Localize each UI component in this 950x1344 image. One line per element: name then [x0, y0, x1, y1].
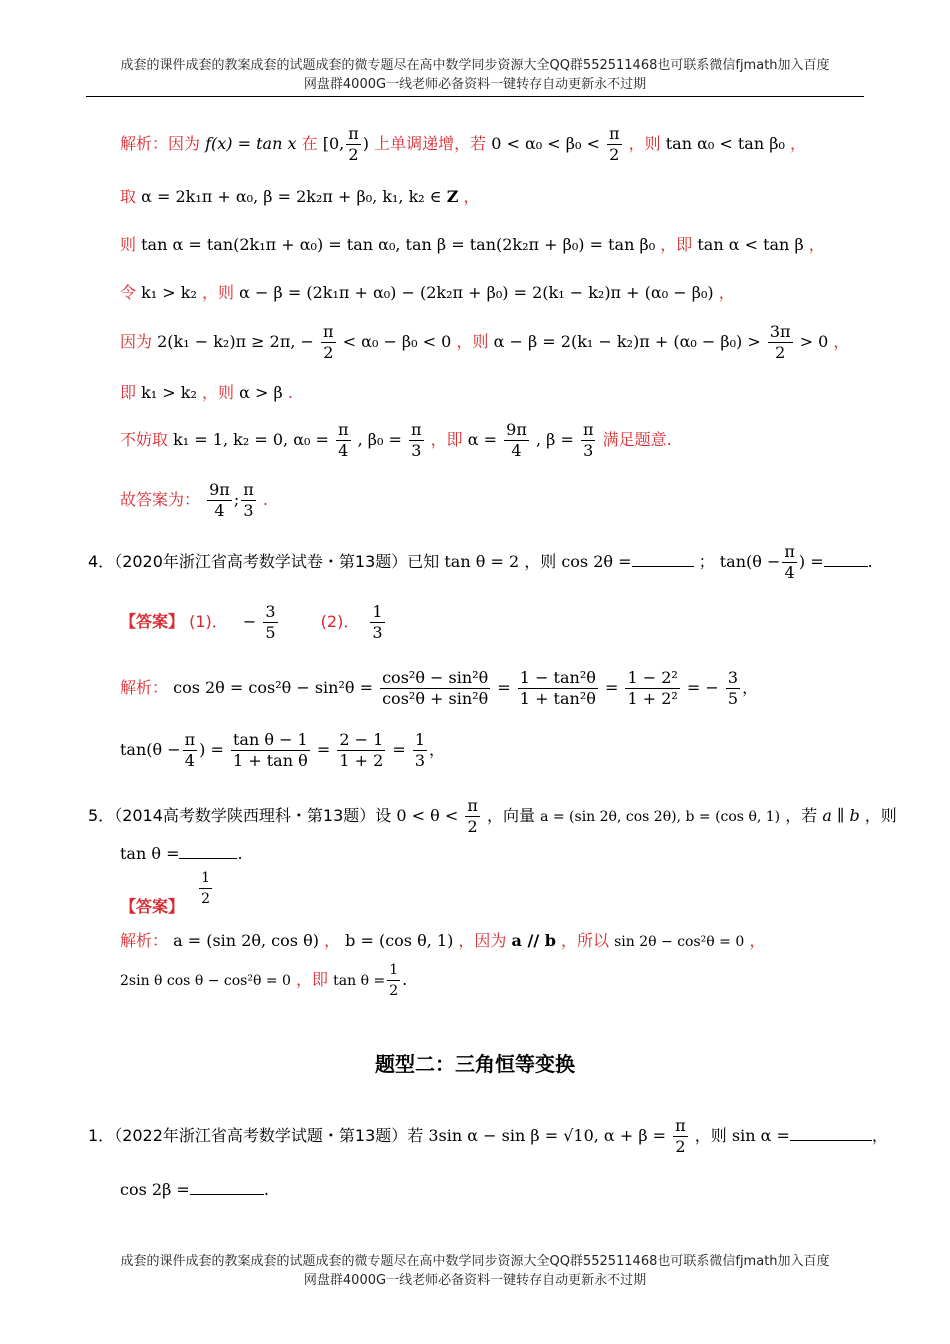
- sol3-l6-cond: k₁ > k₂: [141, 383, 197, 402]
- q4-sol2-f1: [231, 730, 310, 771]
- q1-comma: ，: [871, 1126, 888, 1145]
- frac-den: 2: [201, 891, 211, 907]
- q5-parallel: a ∥ b: [822, 806, 860, 825]
- q4-sol2-pi4: [183, 730, 198, 771]
- q1-end: .: [263, 1180, 269, 1199]
- q1-blank-2[interactable]: [190, 1180, 264, 1195]
- q5-ans-frac: [199, 868, 212, 909]
- q5-sol-eq3: tan θ =: [333, 973, 386, 989]
- frac-den: 1 + 2: [339, 751, 384, 770]
- sol3-l1-mid: 上单调递增，若: [374, 134, 487, 153]
- q4-sol1-f2: [518, 668, 598, 709]
- q4-semicolon: ；: [698, 552, 715, 571]
- frac-num: 1 − 2²: [627, 668, 678, 687]
- frac-num: π: [582, 420, 594, 439]
- q4-sol2-f2: [337, 730, 385, 771]
- q4-ans2-frac: [370, 602, 384, 643]
- q4-number: 4．: [88, 552, 115, 571]
- q4-cos-expr: cos 2θ =: [561, 552, 632, 571]
- eq-sign: =: [392, 740, 406, 759]
- q1-expr: 3sin α − sin β = √10, α + β =: [428, 1126, 667, 1145]
- sol3-l6-mid: ，则: [202, 383, 235, 402]
- sol3-l4-end: ，: [718, 283, 735, 302]
- q4-given: tan θ = 2: [444, 552, 520, 571]
- sol3-l5-expr3: α − β = 2(k₁ − k₂)π + (α₀ − β₀) >: [493, 332, 761, 351]
- q4-ans1-frac: [263, 602, 277, 643]
- sol3-l2-prefix: 取: [120, 187, 137, 206]
- sol3-l1-in: 在: [301, 134, 318, 153]
- frac-num: 3π: [769, 322, 791, 341]
- frac-num: π: [184, 730, 196, 749]
- q4-sol1-f1: [380, 668, 490, 709]
- sol3-l3-mid: ，即: [660, 235, 693, 254]
- sol3-l5-mid: ，则: [456, 332, 489, 351]
- sol3-l2-expr: α = 2k₁π + α₀, β = 2k₂π + β₀, k₁, k₂ ∈: [141, 187, 447, 206]
- q4-then: ，则: [524, 552, 557, 571]
- eq-sign: =: [316, 740, 331, 759]
- q4-answer: [120, 602, 387, 643]
- sol3-l7-expr: k₁ = 1, k₂ = 0, α₀ =: [173, 430, 329, 449]
- sol3-l7-end: 满足题意.: [602, 430, 672, 449]
- sol3-l3-end: ，: [808, 235, 825, 254]
- frac-den: 3: [583, 441, 594, 460]
- q4-solution-line1: [120, 668, 758, 709]
- frac-num: π: [609, 124, 620, 143]
- frac-den: 3: [372, 623, 383, 642]
- frac-num: 2 − 1: [339, 730, 384, 749]
- q5-sol-comma: ，: [324, 931, 341, 950]
- sol3-l7-b0: , β₀ =: [357, 430, 402, 449]
- sol3-line7: [120, 420, 672, 461]
- q5-answer: [120, 868, 214, 917]
- footer-line-2: 网盘群4000G一线老师必备资料一键转存自动更新永不过期: [303, 1273, 647, 1288]
- frac-num: 9π: [209, 480, 230, 499]
- sol3-l2-end: ，: [463, 187, 480, 206]
- q5-vectors: a = (sin 2θ, cos 2θ), b = (cos θ, 1): [540, 809, 781, 825]
- q1-number: 1．: [88, 1126, 115, 1145]
- q5-sol-end: .: [402, 970, 408, 989]
- sol3-l1-frac: [607, 124, 622, 165]
- frac-den: cos²θ + sin²θ: [382, 689, 489, 708]
- q4-solution-line2: [120, 730, 445, 771]
- sol3-line6: [120, 380, 293, 403]
- frac-den: 2: [675, 1137, 686, 1156]
- q5-blank[interactable]: [179, 844, 237, 859]
- q5-solution-line2: [120, 960, 407, 1001]
- q4-sol1-end: ，: [742, 678, 759, 697]
- paren-eq: ) =: [199, 740, 224, 759]
- section-title: 题型二：三角恒等变换: [375, 1052, 575, 1076]
- sol3-l3-result: tan α < tan β: [697, 235, 804, 254]
- q4-tan-expr: tan(θ −: [719, 552, 781, 571]
- page-header: [86, 56, 864, 97]
- sol3-l5-frac2: [768, 322, 793, 363]
- q5-answer-label: 【答案】: [120, 897, 185, 916]
- sol3-l2-z: Z: [446, 187, 459, 206]
- header-line-1: 成套的课件成套的教案成套的试题成套的微专题尽在高中数学同步资源大全QQ群552511468也可联系微信fjmath加入百度: [120, 58, 830, 73]
- q5-sol-res: [387, 960, 400, 1001]
- sol3-l4-cond: k₁ > k₂: [141, 283, 197, 302]
- frac-num: π: [411, 420, 422, 439]
- frac-den: 4: [184, 751, 195, 770]
- q5-end: .: [237, 844, 243, 863]
- sol3-l5-frac1: [321, 322, 336, 363]
- sol3-l6-result: α > β: [239, 383, 283, 402]
- sol3-l7-alpha-frac: [504, 420, 529, 461]
- q5-sol-because: ，因为: [458, 931, 507, 950]
- q5-sol-b: b = (cos θ, 1): [345, 931, 454, 950]
- q1-sin-expr: sin α =: [731, 1126, 790, 1145]
- q1-cos-expr: cos 2β =: [120, 1180, 190, 1199]
- q4-sol-prefix: 解析：: [120, 678, 169, 697]
- q5-source: （2014高考数学陕西理科・第13题）设: [114, 806, 392, 825]
- sol3-l8-prefix: 故答案为：: [120, 490, 201, 509]
- q5-sol-eq2: 2sin θ cos θ − cos²θ = 0: [120, 973, 291, 989]
- frac-den: 4: [784, 563, 795, 582]
- frac-num: π: [323, 322, 334, 341]
- sol3-line8: [120, 480, 268, 521]
- frac-den: 3: [414, 751, 426, 770]
- q5-sol-so: ，所以: [561, 931, 610, 950]
- sol3-l1-interval-left: [0,: [322, 134, 345, 153]
- sol3-l6-end: .: [287, 383, 293, 402]
- sol3-l1-ineq: 0 < α₀ < β₀ <: [491, 134, 600, 153]
- frac-den: 2: [323, 343, 334, 362]
- q4-ans2-label: (2)．: [320, 612, 360, 631]
- frac-num: 1: [414, 730, 426, 749]
- q4-sol1-f3: [625, 668, 679, 709]
- sol3-l7-alpha: α =: [467, 430, 498, 449]
- q5-sol-comma2: ，: [749, 931, 766, 950]
- frac-den: 4: [338, 441, 349, 460]
- frac-den: 2: [609, 145, 620, 164]
- frac-den: 2: [467, 817, 478, 836]
- sol3-l4-prefix: 令: [120, 283, 137, 302]
- sol3-l3-expr: tan α = tan(2k₁π + α₀) = tan α₀, tan β = tan(2k₂π + β₀) = tan β₀: [141, 235, 656, 254]
- q1-stem-line2: [120, 1180, 269, 1199]
- frac-num: π: [338, 420, 349, 439]
- frac-den: 3: [411, 441, 422, 460]
- sol3-l7-a0-frac: [336, 420, 351, 461]
- frac-den: 5: [727, 689, 739, 708]
- sol3-l1-pi-half: [346, 124, 361, 165]
- sol3-line3: [120, 232, 825, 255]
- sol3-l5-expr1: 2(k₁ − k₂)π ≥ 2π, −: [157, 332, 314, 351]
- frac-num: π: [243, 480, 254, 499]
- q4-pi4: [782, 542, 797, 583]
- q4-sol2-start: tan(θ −: [120, 740, 181, 759]
- frac-den: 3: [243, 501, 254, 520]
- q4-blank-1[interactable]: [632, 552, 694, 567]
- sol3-l5-expr4: > 0: [799, 332, 829, 351]
- q5-sol-a: a = (sin 2θ, cos θ): [173, 931, 319, 950]
- q1-source: （2022年浙江省高考数学试题・第13题）若: [114, 1126, 424, 1145]
- frac-num: 1: [372, 602, 383, 621]
- frac-num: π: [348, 124, 359, 143]
- q5-solution-line1: [120, 928, 765, 951]
- sol3-l4-mid: ，则: [202, 283, 235, 302]
- frac-num: 9π: [506, 420, 527, 439]
- sol3-line2: [120, 184, 480, 207]
- eq-sign: =: [497, 678, 511, 697]
- frac-num: 1: [199, 868, 212, 889]
- footer-line-1: 成套的课件成套的教案成套的试题成套的微专题尽在高中数学同步资源大全QQ群552511468也可联系微信fjmath加入百度: [120, 1254, 830, 1269]
- sol3-l6-prefix: 即: [120, 383, 137, 402]
- frac-num: 3: [265, 602, 276, 621]
- page-footer: [86, 1252, 864, 1290]
- q5-cond: 0 < θ <: [396, 806, 459, 825]
- sol3-l5-prefix: 因为: [120, 332, 153, 351]
- q1-pi2: [673, 1116, 688, 1157]
- q5-if-text: ，若: [785, 806, 818, 825]
- q5-sol-eq1: sin 2θ − cos²θ = 0: [614, 934, 745, 950]
- sol3-l5-expr2: < α₀ − β₀ < 0: [342, 332, 452, 351]
- sol3-l1-end: ，: [790, 134, 807, 153]
- frac-den: 5: [265, 623, 276, 642]
- q4-answer-label: 【答案】: [120, 612, 185, 631]
- sol3-l7-beta: , β =: [535, 430, 574, 449]
- q5-stem: [88, 796, 897, 837]
- frac-num: π: [784, 542, 795, 561]
- sol3-l7-mid: ，即: [430, 430, 463, 449]
- frac-num: tan θ − 1: [232, 730, 308, 749]
- q1-blank-1[interactable]: [790, 1126, 872, 1141]
- q5-then: ，则: [864, 806, 897, 825]
- sol3-l5-end: ，: [833, 332, 850, 351]
- q5-sol-prefix: 解析：: [120, 931, 169, 950]
- q5-vec-text: ，向量: [486, 806, 535, 825]
- sol3-l8-ans1: [207, 480, 232, 521]
- frac-num: cos²θ − sin²θ: [382, 668, 489, 687]
- frac-num: 1 − tan²θ: [519, 668, 596, 687]
- q4-ans1-sign: −: [242, 612, 257, 631]
- q5-sol-ji: ，即: [296, 970, 329, 989]
- sol3-l1-prefix: 解析：因为: [120, 134, 201, 153]
- q4-tan-end: ) =: [798, 552, 824, 571]
- q5-tan-expr: tan θ =: [120, 844, 180, 863]
- sol3-l1-then: ，则: [628, 134, 661, 153]
- frac-den: 1 + 2²: [627, 689, 678, 708]
- sol3-line4: [120, 280, 735, 303]
- sol3-l8-sep: ;: [233, 490, 240, 509]
- sol3-l4-expr: α − β = (2k₁π + α₀) − (2k₂π + β₀) = 2(k₁ − k₂)π + (α₀ − β₀): [239, 283, 714, 302]
- q4-source: （2020年浙江省高考数学试卷・第13题）已知: [114, 552, 440, 571]
- header-line-2: 网盘群4000G一线老师必备资料一键转存自动更新永不过期: [303, 77, 647, 92]
- sol3-l8-ans2: [241, 480, 256, 521]
- q1-then: ，则: [694, 1126, 727, 1145]
- frac-num: π: [675, 1116, 686, 1135]
- sol3-line5: [120, 322, 849, 363]
- frac-den: 2: [775, 343, 786, 362]
- frac-den: 1 + tan θ: [232, 751, 308, 770]
- sol3-l7-b0-frac: [409, 420, 424, 461]
- sol3-l7-beta-frac: [581, 420, 596, 461]
- frac-den: 4: [214, 501, 225, 520]
- sol3-line1: [120, 124, 806, 165]
- q5-number: 5．: [88, 806, 115, 825]
- frac-num: π: [467, 796, 478, 815]
- q4-ans1-label: (1)．: [189, 612, 228, 631]
- q4-sol1-res: [726, 668, 740, 709]
- sol3-l8-end: .: [262, 490, 268, 509]
- frac-den: 4: [511, 441, 522, 460]
- q5-sol-par: a // b: [511, 931, 556, 950]
- sol3-l1-result: tan α₀ < tan β₀: [665, 134, 785, 153]
- sol3-l3-prefix: 则: [120, 235, 137, 254]
- frac-den: 2: [348, 145, 359, 164]
- frac-den: 1 + tan²θ: [519, 689, 596, 708]
- q4-stem: [88, 542, 873, 583]
- q5-stem-line2: [120, 844, 243, 863]
- q4-end: .: [867, 552, 873, 571]
- q4-sol1-start: cos 2θ = cos²θ − sin²θ =: [173, 678, 373, 697]
- q4-blank-2[interactable]: [824, 552, 868, 567]
- q4-sol2-end: ，: [429, 740, 446, 759]
- sol3-l7-prefix: 不妨取: [120, 430, 169, 449]
- sol3-l1-fx: f(x) = tan x: [205, 134, 297, 153]
- q4-sol2-res: [413, 730, 427, 771]
- sol3-l1-interval-right: ): [362, 134, 369, 153]
- frac-den: 2: [389, 983, 399, 999]
- q4-sol1-end-sign: = −: [686, 678, 719, 697]
- q5-pi2: [465, 796, 480, 837]
- eq-sign: =: [604, 678, 619, 697]
- frac-num: 1: [387, 960, 400, 981]
- frac-num: 3: [727, 668, 739, 687]
- q1-stem: [88, 1116, 888, 1157]
